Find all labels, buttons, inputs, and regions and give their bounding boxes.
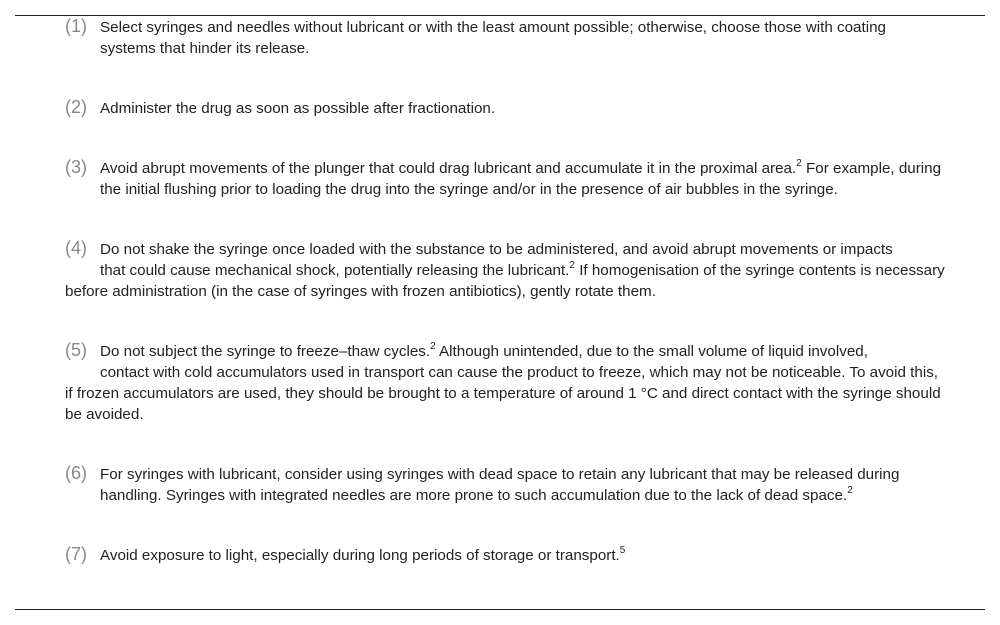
item-text: For syringes with lubricant, consider using syringes with dead space to retain any lubricant that may be released during handling. Syringes with integrated needles are more prone to such accumulation due to the lack of dead space.$^2$ — [100, 466, 900, 504]
item-text: contact with cold accumulators used in transport can cause the product to freeze, which may not be noticeable. To avoid this, if frozen accumulators are used, they should be brought to a temperature of around 1 °C and direct contact with the syringe should be avoided. — [65, 364, 941, 423]
item-number: (7) — [65, 544, 87, 564]
item-number: (1) — [65, 16, 87, 36]
citation-ref: 2 — [430, 341, 436, 352]
list-item-4 — [65, 239, 945, 302]
item-text: Avoid abrupt movements of the plunger that could drag lubricant and accumulate it in the proximal area.$^2$ For example, during the initial flushing prior to loading the drug into the syringe and/or in the presence of air bubbles in the syringe. — [100, 158, 942, 198]
item-number: (6) — [65, 463, 87, 483]
item-number: (2) — [65, 97, 87, 117]
citation-ref: 2 — [796, 158, 802, 169]
bottom-rule — [15, 609, 985, 610]
list-item-7 — [65, 545, 945, 566]
item-number: (5) — [65, 340, 87, 360]
list-item-3 — [65, 158, 945, 200]
item-text: Administer the drug as soon as possible after fractionation. — [100, 100, 496, 117]
item-text: that could cause mechanical shock, potentially releasing the lubricant.$^2$ If homogenisation of the syringe contents is necessary before administration (in the case of syringes with frozen antibiotics), gently rotate them. — [65, 260, 945, 300]
list-item-5 — [65, 341, 945, 425]
item-number: (3) — [65, 157, 87, 177]
item-number: (4) — [65, 238, 87, 258]
citation-ref: 2 — [569, 260, 575, 271]
list-item-2 — [65, 98, 945, 119]
list-item-6 — [65, 464, 945, 506]
item-text: Avoid exposure to light, especially during long periods of storage or transport.$^5$ — [100, 545, 626, 564]
item-text: Select syringes and needles without lubricant or with the least amount possible; otherwise, choose those with coating systems that hinder its release. — [100, 19, 886, 57]
citation-ref: 2 — [847, 485, 853, 496]
citation-ref: 5 — [619, 545, 626, 556]
top-rule — [15, 15, 985, 16]
item-text-first-line: Do not subject the syringe to freeze–thaw cycles.$^2$ Although unintended, due to the small volume of liquid involved, — [100, 341, 868, 360]
list-item-1 — [65, 17, 945, 59]
item-text-first-line: Do not shake the syringe once loaded with the substance to be administered, and avoid abrupt movements or impacts — [100, 241, 893, 258]
